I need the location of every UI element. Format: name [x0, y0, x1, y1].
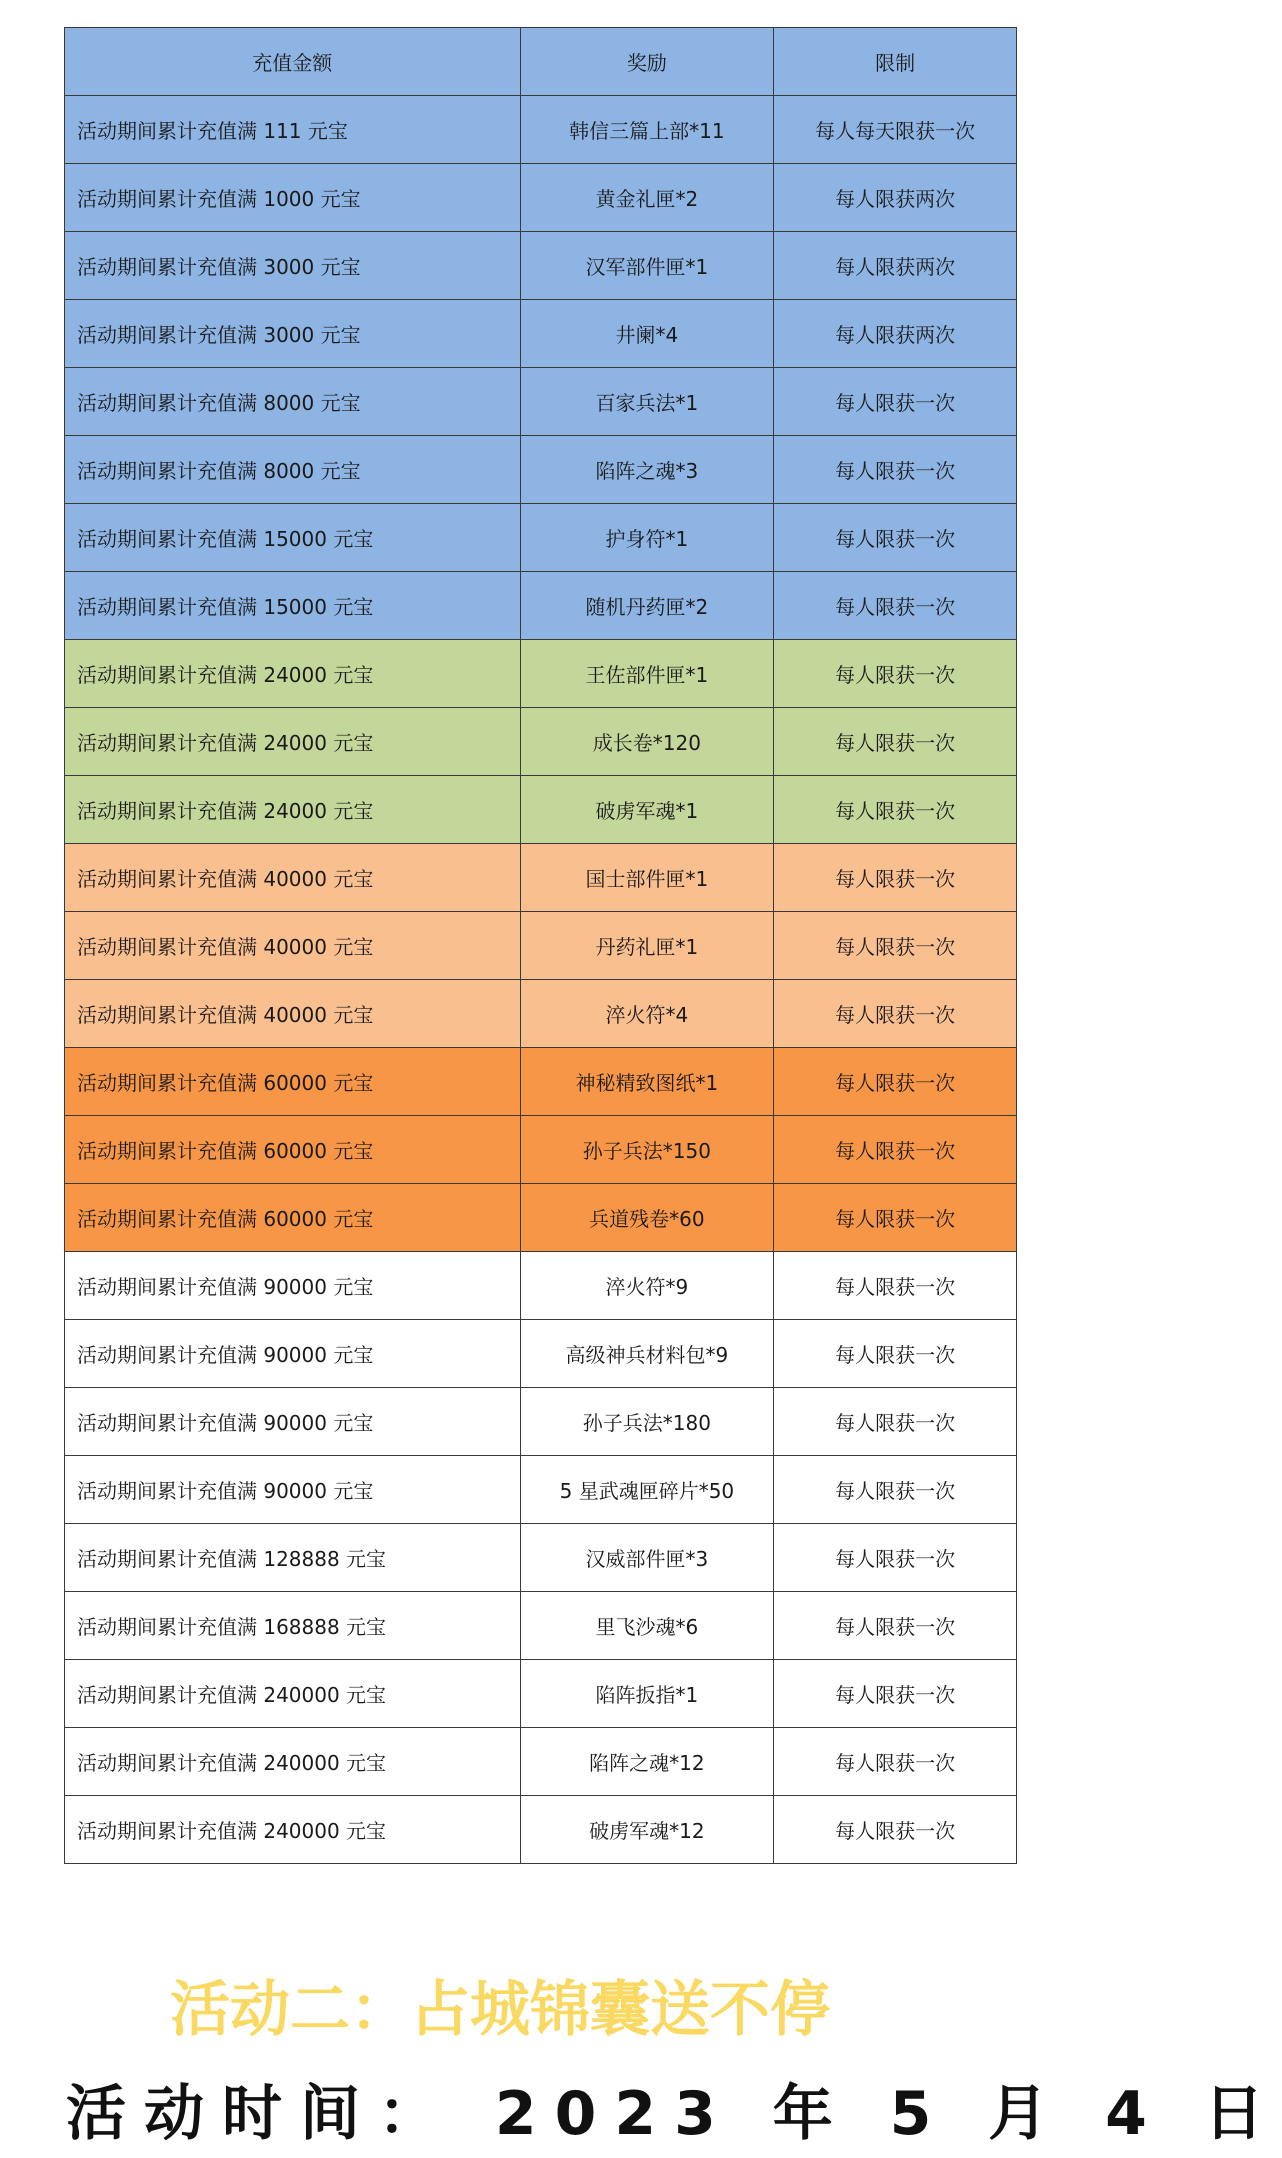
reward-cell: 陷阵扳指*1	[521, 1660, 775, 1728]
limit-cell: 每人限获一次	[774, 1524, 1017, 1592]
amount-cell: 活动期间累计充值满 1000 元宝	[65, 164, 521, 232]
amount-cell: 活动期间累计充值满 240000 元宝	[65, 1796, 521, 1864]
limit-cell: 每人限获一次	[774, 1116, 1017, 1184]
amount-cell: 活动期间累计充值满 8000 元宝	[65, 436, 521, 504]
table-row	[65, 1184, 1017, 1252]
amount-cell: 活动期间累计充值满 90000 元宝	[65, 1456, 521, 1524]
reward-cell: 陷阵之魂*3	[521, 436, 775, 504]
limit-cell: 每人限获一次	[774, 1184, 1017, 1252]
reward-cell: 丹药礼匣*1	[521, 912, 775, 980]
header-reward: 奖励	[521, 28, 775, 96]
reward-cell: 高级神兵材料包*9	[521, 1320, 775, 1388]
amount-cell: 活动期间累计充值满 90000 元宝	[65, 1252, 521, 1320]
table-row	[65, 1388, 1017, 1456]
reward-cell: 井阑*4	[521, 300, 775, 368]
limit-cell: 每人限获一次	[774, 980, 1017, 1048]
reward-cell: 破虏军魂*12	[521, 1796, 775, 1864]
amount-cell: 活动期间累计充值满 15000 元宝	[65, 504, 521, 572]
table-row	[65, 1728, 1017, 1796]
table-row	[65, 1320, 1017, 1388]
amount-cell: 活动期间累计充值满 90000 元宝	[65, 1388, 521, 1456]
table-row	[65, 640, 1017, 708]
limit-cell: 每人限获两次	[774, 164, 1017, 232]
table-row	[65, 776, 1017, 844]
reward-cell: 汉威部件匣*3	[521, 1524, 775, 1592]
amount-cell: 活动期间累计充值满 40000 元宝	[65, 844, 521, 912]
limit-cell: 每人限获一次	[774, 1796, 1017, 1864]
reward-cell: 孙子兵法*150	[521, 1116, 775, 1184]
table-row	[65, 844, 1017, 912]
reward-cell: 神秘精致图纸*1	[521, 1048, 775, 1116]
table-row	[65, 1660, 1017, 1728]
limit-cell: 每人限获一次	[774, 844, 1017, 912]
table-row	[65, 1116, 1017, 1184]
amount-cell: 活动期间累计充值满 24000 元宝	[65, 640, 521, 708]
limit-cell: 每人限获一次	[774, 572, 1017, 640]
table-row	[65, 912, 1017, 980]
reward-cell: 淬火符*9	[521, 1252, 775, 1320]
table-row	[65, 1048, 1017, 1116]
limit-cell: 每人限获两次	[774, 232, 1017, 300]
amount-cell: 活动期间累计充值满 40000 元宝	[65, 912, 521, 980]
limit-cell: 每人限获一次	[774, 368, 1017, 436]
amount-cell: 活动期间累计充值满 8000 元宝	[65, 368, 521, 436]
reward-cell: 兵道残卷*60	[521, 1184, 775, 1252]
limit-cell: 每人限获一次	[774, 708, 1017, 776]
reward-cell: 国士部件匣*1	[521, 844, 775, 912]
reward-cell: 淬火符*4	[521, 980, 775, 1048]
table-body	[65, 96, 1017, 1864]
reward-cell: 5 星武魂匣碎片*50	[521, 1456, 775, 1524]
limit-cell: 每人限获一次	[774, 504, 1017, 572]
amount-cell: 活动期间累计充值满 60000 元宝	[65, 1184, 521, 1252]
limit-cell: 每人限获一次	[774, 640, 1017, 708]
limit-cell: 每人限获一次	[774, 912, 1017, 980]
reward-cell: 王佐部件匣*1	[521, 640, 775, 708]
limit-cell: 每人限获一次	[774, 1660, 1017, 1728]
reward-cell: 孙子兵法*180	[521, 1388, 775, 1456]
reward-table	[64, 27, 1017, 1864]
amount-cell: 活动期间累计充值满 60000 元宝	[65, 1116, 521, 1184]
limit-cell: 每人限获一次	[774, 1048, 1017, 1116]
header-limit: 限制	[774, 28, 1017, 96]
event-time: 活动时间： 2023 年 5 月 4 日	[66, 2079, 1282, 2149]
amount-cell: 活动期间累计充值满 240000 元宝	[65, 1660, 521, 1728]
limit-cell: 每人限获一次	[774, 1320, 1017, 1388]
table-row	[65, 1592, 1017, 1660]
limit-cell: 每人限获一次	[774, 1592, 1017, 1660]
reward-cell: 汉军部件匣*1	[521, 232, 775, 300]
limit-cell: 每人限获一次	[774, 776, 1017, 844]
amount-cell: 活动期间累计充值满 60000 元宝	[65, 1048, 521, 1116]
limit-cell: 每人限获一次	[774, 436, 1017, 504]
table-row	[65, 504, 1017, 572]
reward-cell: 成长卷*120	[521, 708, 775, 776]
reward-cell: 百家兵法*1	[521, 368, 775, 436]
table-row	[65, 300, 1017, 368]
limit-cell: 每人每天限获一次	[774, 96, 1017, 164]
limit-cell: 每人限获两次	[774, 300, 1017, 368]
table-header-row	[65, 28, 1017, 96]
table-row	[65, 232, 1017, 300]
amount-cell: 活动期间累计充值满 128888 元宝	[65, 1524, 521, 1592]
limit-cell: 每人限获一次	[774, 1728, 1017, 1796]
limit-cell: 每人限获一次	[774, 1456, 1017, 1524]
table-row	[65, 1252, 1017, 1320]
table-row	[65, 1456, 1017, 1524]
table-row	[65, 1796, 1017, 1864]
table-row	[65, 368, 1017, 436]
table-row	[65, 980, 1017, 1048]
reward-cell: 黄金礼匣*2	[521, 164, 775, 232]
reward-cell: 随机丹药匣*2	[521, 572, 775, 640]
amount-cell: 活动期间累计充值满 3000 元宝	[65, 300, 521, 368]
reward-cell: 陷阵之魂*12	[521, 1728, 775, 1796]
table-row	[65, 96, 1017, 164]
section-title: 活动二：占城锦囊送不停	[170, 1975, 830, 2045]
table-row	[65, 436, 1017, 504]
amount-cell: 活动期间累计充值满 40000 元宝	[65, 980, 521, 1048]
reward-cell: 护身符*1	[521, 504, 775, 572]
limit-cell: 每人限获一次	[774, 1252, 1017, 1320]
amount-cell: 活动期间累计充值满 240000 元宝	[65, 1728, 521, 1796]
table-row	[65, 164, 1017, 232]
reward-cell: 破虏军魂*1	[521, 776, 775, 844]
amount-cell: 活动期间累计充值满 90000 元宝	[65, 1320, 521, 1388]
amount-cell: 活动期间累计充值满 168888 元宝	[65, 1592, 521, 1660]
amount-cell: 活动期间累计充值满 24000 元宝	[65, 776, 521, 844]
amount-cell: 活动期间累计充值满 24000 元宝	[65, 708, 521, 776]
table-row	[65, 572, 1017, 640]
table-row	[65, 1524, 1017, 1592]
limit-cell: 每人限获一次	[774, 1388, 1017, 1456]
header-amount: 充值金额	[65, 28, 521, 96]
reward-cell: 韩信三篇上部*11	[521, 96, 775, 164]
amount-cell: 活动期间累计充值满 3000 元宝	[65, 232, 521, 300]
amount-cell: 活动期间累计充值满 111 元宝	[65, 96, 521, 164]
reward-cell: 里飞沙魂*6	[521, 1592, 775, 1660]
table-row	[65, 708, 1017, 776]
amount-cell: 活动期间累计充值满 15000 元宝	[65, 572, 521, 640]
